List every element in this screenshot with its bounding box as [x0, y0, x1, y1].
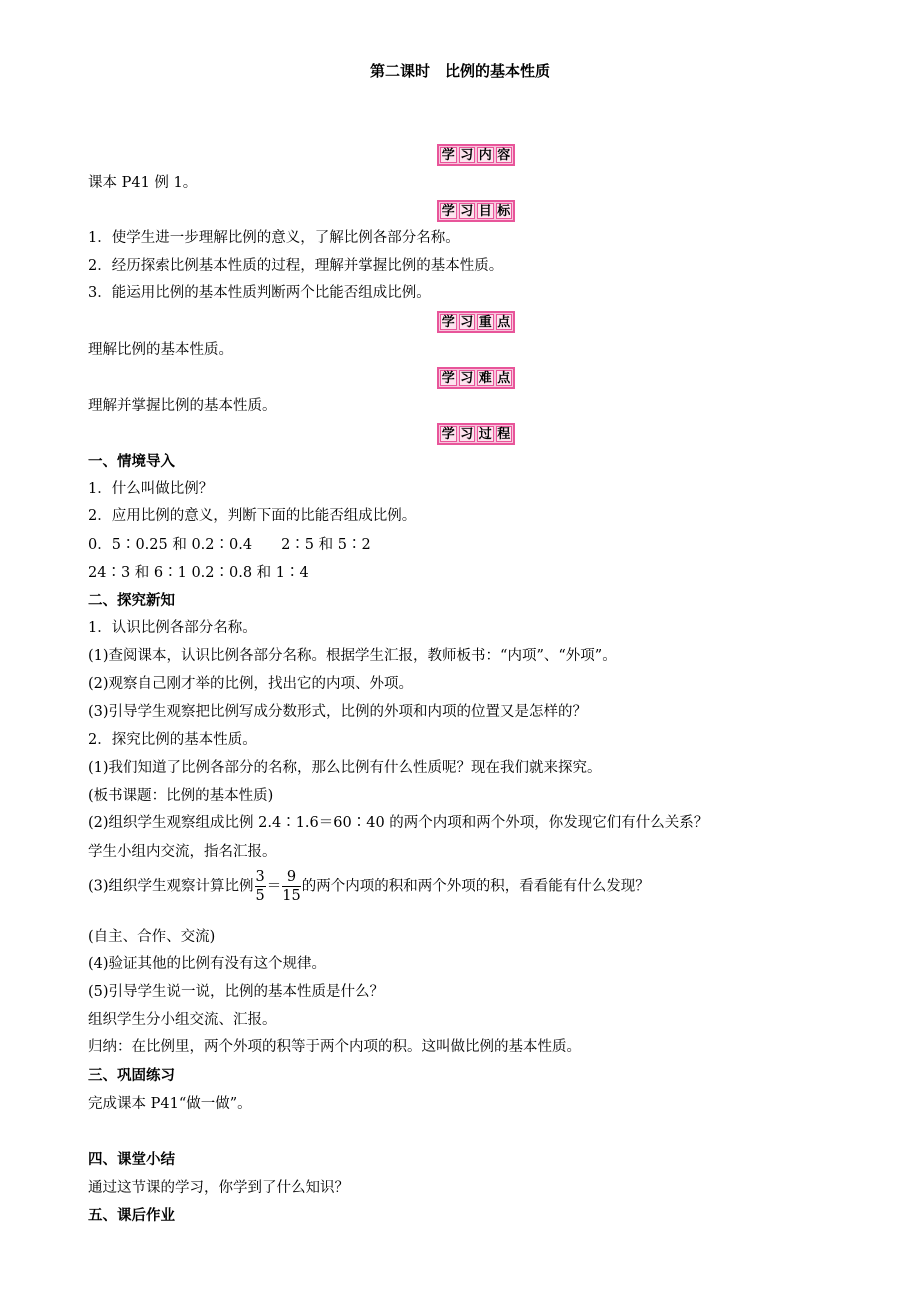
label-study-content — [437, 144, 515, 166]
label-char: 点 — [497, 315, 511, 330]
text-line: (3)引导学生观察把比例写成分数形式，比例的外项和内项的位置又是怎样的？ — [88, 704, 588, 720]
section-heading: 四、课堂小结 — [88, 1151, 175, 1168]
text-line: 学生小组内交流，指名汇报。 — [88, 844, 277, 860]
text-line: (1)我们知道了比例各部分的名称，那么比例有什么性质呢？现在我们就来探究。 — [88, 760, 602, 776]
text-line: 2．探究比例的基本性质。 — [88, 732, 257, 748]
label-char: 习 — [460, 315, 474, 330]
fraction-line — [88, 868, 650, 905]
label-study-process — [437, 423, 515, 445]
denominator: 5 — [255, 888, 265, 904]
label-char: 难 — [478, 371, 492, 386]
text-line: 24∶3 和 6∶1 0.2∶0.8 和 1∶4 — [88, 565, 309, 581]
label-char: 标 — [497, 204, 511, 219]
text-line: 0．5∶0.25 和 0.2∶0.4 2∶5 和 5∶2 — [88, 537, 371, 553]
equals: ＝ — [266, 878, 282, 895]
label-char: 习 — [460, 204, 474, 219]
label-study-difficulty — [437, 367, 515, 389]
text-line: (5)引导学生说一说，比例的基本性质是什么？ — [88, 984, 385, 1000]
label-char: 目 — [478, 204, 492, 219]
label-char: 习 — [460, 427, 474, 442]
section-heading: 五、课后作业 — [88, 1207, 175, 1224]
text: 的两个内项的积和两个外项的积，看看能有什么发现？ — [301, 878, 650, 895]
label-char: 程 — [497, 427, 511, 442]
text-line: (4)验证其他的比例有没有这个规律。 — [88, 956, 327, 972]
label-char: 习 — [460, 371, 474, 386]
section-heading: 一、情境导入 — [88, 453, 175, 470]
section-heading: 三、巩固练习 — [88, 1067, 175, 1084]
denominator: 15 — [282, 888, 301, 904]
text-line: (1)查阅课本，认识比例各部分名称。根据学生汇报，教师板书：“内项”、“外项”。 — [88, 648, 617, 664]
section-heading: 二、探究新知 — [88, 592, 175, 609]
label-char: 学 — [441, 371, 455, 386]
label-char: 学 — [441, 148, 455, 163]
label-char: 习 — [460, 148, 474, 163]
numerator: 9 — [282, 868, 300, 887]
text-line: 归纳：在比例里，两个外项的积等于两个内项的积。这叫做比例的基本性质。 — [88, 1039, 581, 1055]
label-char: 内 — [478, 148, 492, 163]
text: (3)组织学生观察计算比例 — [88, 878, 254, 895]
text-line: 组织学生分小组交流、汇报。 — [88, 1012, 277, 1028]
text-line: 通过这节课的学习，你学到了什么知识？ — [88, 1180, 349, 1196]
label-char: 学 — [441, 315, 455, 330]
goal-item: 1．使学生进一步理解比例的意义，了解比例各部分名称。 — [88, 230, 460, 246]
text-line: (2)组织学生观察组成比例 2.4∶1.6＝60∶40 的两个内项和两个外项，你发现它们有什么关系？ — [88, 815, 709, 831]
label-char: 容 — [497, 148, 511, 163]
text-line: 2．应用比例的意义，判断下面的比能否组成比例。 — [88, 508, 417, 524]
text-line: (板书课题：比例的基本性质) — [88, 788, 274, 804]
difficulty-text: 理解并掌握比例的基本性质。 — [88, 398, 277, 414]
goal-item: 2．经历探索比例基本性质的过程，理解并掌握比例的基本性质。 — [88, 258, 504, 274]
numerator: 3 — [255, 869, 265, 885]
text-line: 1．认识比例各部分名称。 — [88, 620, 257, 636]
fraction — [255, 868, 266, 905]
label-study-goals — [437, 200, 515, 222]
content-text: 课本 P41 例 1。 — [88, 175, 198, 191]
text-line: (2)观察自己刚才举的比例，找出它的内项、外项。 — [88, 676, 414, 692]
text-line: 1．什么叫做比例？ — [88, 481, 214, 497]
label-char: 点 — [497, 371, 511, 386]
text-line: 完成课本 P41“做一做”。 — [88, 1096, 252, 1112]
goal-item: 3．能运用比例的基本性质判断两个比能否组成比例。 — [88, 285, 431, 301]
fraction — [282, 868, 300, 905]
label-char: 过 — [478, 427, 492, 442]
label-char: 重 — [478, 315, 492, 330]
text-line: (自主、合作、交流) — [88, 929, 216, 945]
key-text: 理解比例的基本性质。 — [88, 342, 233, 358]
label-char: 学 — [441, 204, 455, 219]
label-char: 学 — [441, 427, 455, 442]
page-title: 第二课时 比例的基本性质 — [369, 62, 550, 80]
label-study-key — [437, 311, 515, 333]
